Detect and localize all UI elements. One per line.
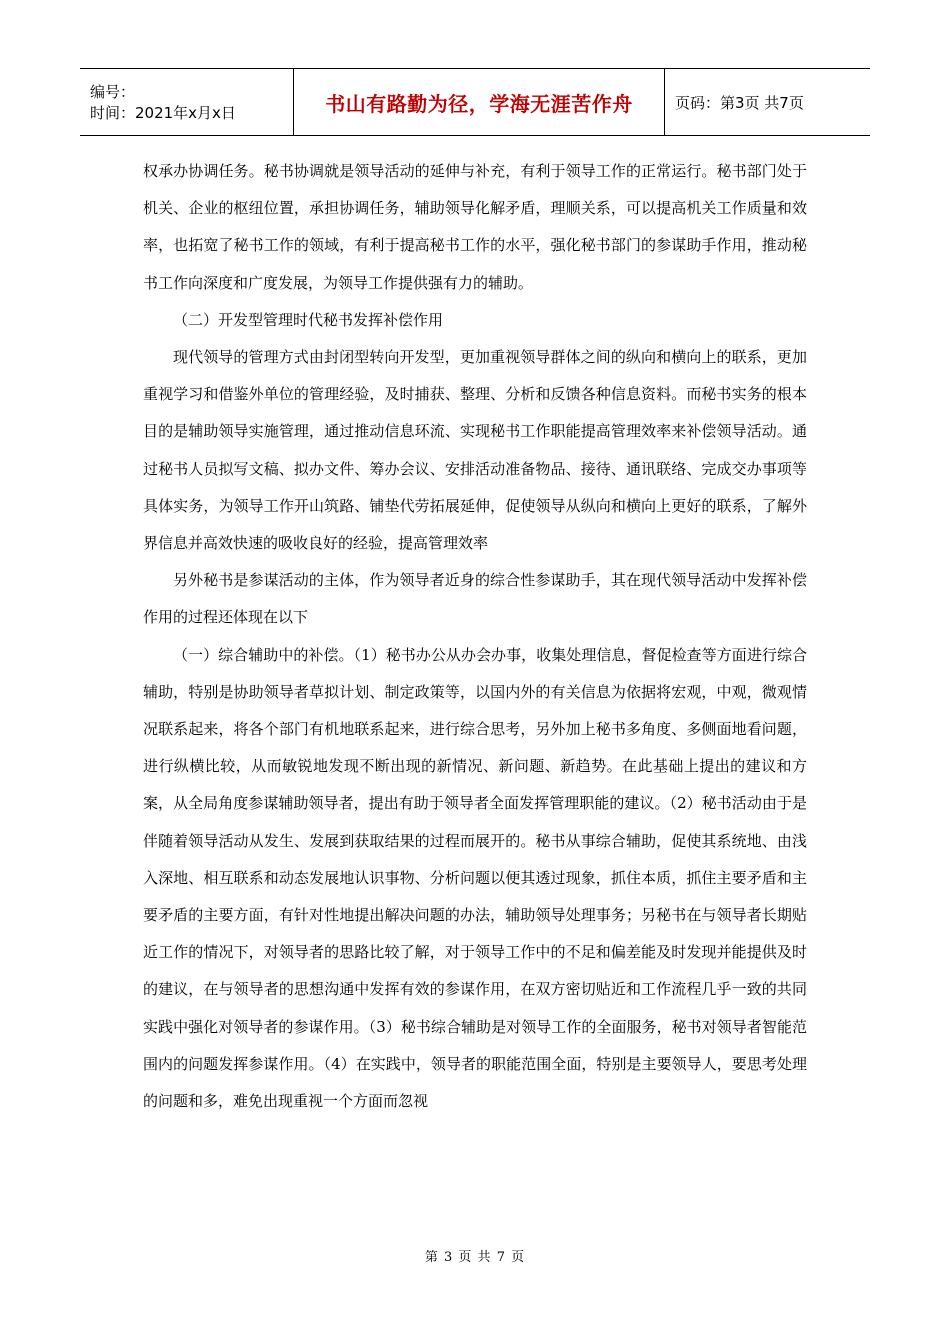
section-heading: （二）开发型管理时代秘书发挥补偿作用 [173,310,444,329]
paragraph-1: 权承办协调任务。秘书协调就是领导活动的延伸与补充，有利于领导工作的正常运行。秘书部门处于机关、企业的枢纽位置，承担协调任务，辅助领导化解矛盾，理顺关系，可以提高机关工作质量和效率，也拓宽了秘书工作的领域，有利于提高秘书工作的水平，强化秘书部门的参谋助手作用，推动秘书工作向深度和广度发展，为领导工作提供强有力的辅助。 [143,162,807,292]
paragraph-2: 现代领导的管理方式由封闭型转向开发型，更加重视领导群体之间的纵向和横向上的联系，更加重视学习和借鉴外单位的管理经验，及时捕获、整理、分析和反馈各种信息资料。而秘书实务的根本目的是辅助领导实施管理，通过推动信息环流、实现秘书工作职能提高管理效率来补偿领导活动。通过秘书人员拟写文稿、拟办文件、筹办会议、安排活动准备物品、接待、通讯联络、完成交办事项等具体实务，为领导工作开山筑路、铺垫代劳拓展延伸，促使领导从纵向和横向上更好的联系，了解外界信息并高效快速的吸收良好的经验，提高管理效率 [143,348,807,553]
page-header [80,68,870,136]
paragraph-3: 另外秘书是参谋活动的主体，作为领导者近身的综合性参谋助手，其在现代领导活动中发挥补偿作用的过程还体现在以下 [143,571,807,627]
header-meta-cell [80,69,294,136]
document-time-label: 时间：2021年x月x日 [90,104,236,122]
page-footer: 第 3 页 共 7 页 [424,1250,526,1265]
header-motto-cell [294,69,665,136]
document-body [143,153,807,1120]
header-page-code: 页码：第3页 共7页 [665,69,871,136]
paragraph-4: （一）综合辅助中的补偿。（1）秘书办公从办会办事，收集处理信息，督促检查等方面进行综合辅助，特别是协助领导者草拟计划、制定政策等，以国内外的有关信息为依据将宏观，中观，微观情况联系起来，将各个部门有机地联系起来，进行综合思考，另外加上秘书多角度、多侧面地看问题，进行纵横比较，从而敏锐地发现不断出现的新情况、新问题、新趋势。在此基础上提出的建议和方案，从全局角度参谋辅助领导者，提出有助于领导者全面发挥管理职能的建议。（2）秘书活动由于是伴随着领导活动从发生、发展到获取结果的过程而展开的。秘书从事综合辅助，促使其系统地、由浅入深地、相互联系和动态发展地认识事物、分析问题以便其透过现象，抓住本质，抓住主要矛盾和主要矛盾的主要方面，有针对性地提出解决问题的办法，辅助领导处理事务；另秘书在与领导者长期贴近工作的情况下，对领导者的思路比较了解，对于领导工作中的不足和偏差能及时发现并能提供及时的建议，在与领导者的思想沟通中发挥有效的参谋作用，在双方密切贴近和工作流程几乎一致的共同实践中强化对领导者的参谋作用。（3）秘书综合辅助是对领导工作的全面服务，秘书对领导者智能范围内的问题发挥参谋作用。（4）在实践中，领导者的职能范围全面，特别是主要领导人，要思考处理的问题和多，难免出现重视一个方面而忽视 [143,645,807,1111]
header-motto: 书山有路勤为径，学海无涯苦作舟 [325,91,633,116]
document-number-label: 编号： [90,83,136,101]
